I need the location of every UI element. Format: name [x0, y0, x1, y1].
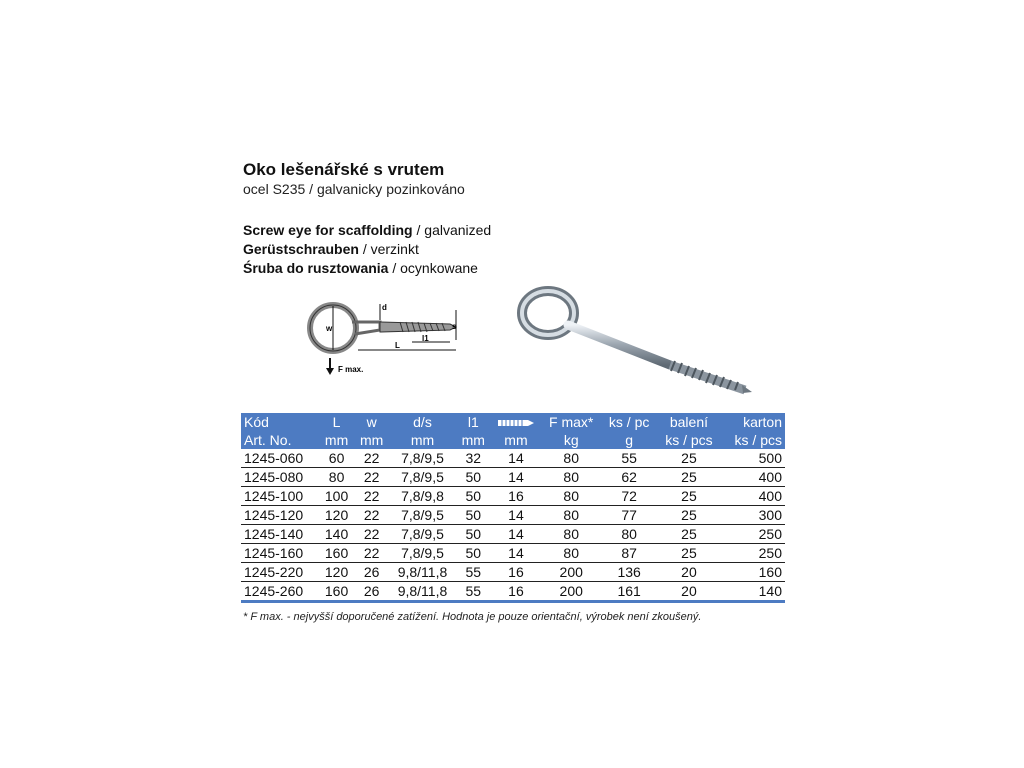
table-row: [241, 525, 785, 544]
table-row: [241, 468, 785, 487]
table-cell: 50: [456, 487, 491, 506]
table-cell: 80: [319, 468, 354, 487]
table-cell: 300: [721, 506, 785, 525]
screw-icon: [498, 418, 534, 428]
table-cell: 50: [456, 544, 491, 563]
table-cell: 80: [541, 544, 601, 563]
table-cell: 7,8/9,5: [389, 449, 456, 468]
table-cell: 80: [541, 525, 601, 544]
table-cell: 80: [541, 449, 601, 468]
table-cell: 7,8/9,5: [389, 544, 456, 563]
table-cell: 80: [541, 487, 601, 506]
spec-table: [241, 413, 785, 603]
table-cell: 25: [657, 506, 721, 525]
table-cell: 50: [456, 506, 491, 525]
label-w: w: [326, 324, 333, 333]
table-cell: 161: [601, 582, 657, 602]
table-cell: 25: [657, 525, 721, 544]
table-row: [241, 449, 785, 468]
table-row: [241, 487, 785, 506]
unit-width: mm: [360, 432, 384, 448]
table-cell: 250: [721, 525, 785, 544]
table-cell: 80: [601, 525, 657, 544]
unit-screw: mm: [504, 432, 528, 448]
table-cell: 1245-160: [241, 544, 319, 563]
table-cell: 25: [657, 487, 721, 506]
table-cell: 25: [657, 544, 721, 563]
table-cell: 87: [601, 544, 657, 563]
unit-fmax: kg: [563, 432, 579, 448]
table-cell: 26: [354, 563, 389, 582]
table-header-row: [241, 413, 785, 431]
table-row: [241, 582, 785, 602]
table-cell: 160: [319, 544, 354, 563]
table-cell: 140: [319, 525, 354, 544]
table-cell: 200: [541, 582, 601, 602]
footnote: * F max. - nejvyšší doporučené zatížení. Hodnota je pouze orientační, výrobek není zkoušený.: [243, 611, 702, 623]
table-cell: 22: [354, 525, 389, 544]
unit-pack: ks / pcs: [665, 432, 713, 448]
table-cell: 200: [541, 563, 601, 582]
table-cell: 9,8/11,8: [389, 582, 456, 602]
table-cell: 400: [721, 487, 785, 506]
table-cell: 120: [319, 563, 354, 582]
table-cell: 160: [721, 563, 785, 582]
table-cell: 77: [601, 506, 657, 525]
table-cell: 50: [456, 525, 491, 544]
table-cell: 7,8/9,5: [389, 525, 456, 544]
label-l1: l1: [422, 334, 429, 343]
table-cell: 62: [601, 468, 657, 487]
table-cell: 32: [456, 449, 491, 468]
col-header-pack: balení: [669, 414, 709, 430]
product-photo: [510, 285, 760, 400]
label-s: s: [452, 322, 457, 331]
table-cell: 26: [354, 582, 389, 602]
table-cell: 136: [601, 563, 657, 582]
product-subtitle: ocel S235 / galvanicky pozinkováno: [243, 181, 465, 197]
table-cell: 25: [657, 468, 721, 487]
table-cell: 16: [491, 563, 541, 582]
table-cell: 14: [491, 544, 541, 563]
table-header-units-row: [241, 431, 785, 449]
table-cell: 80: [541, 468, 601, 487]
col-header-ds: d/s: [413, 414, 432, 430]
table-cell: 100: [319, 487, 354, 506]
table-cell: 50: [456, 468, 491, 487]
unit-weight: g: [625, 432, 634, 448]
col-header-carton: karton: [743, 414, 782, 430]
label-fmax: F max.: [338, 365, 364, 374]
table-cell: 20: [657, 582, 721, 602]
table-cell: 500: [721, 449, 785, 468]
table-cell: 120: [319, 506, 354, 525]
col-header-l1: l1: [467, 414, 479, 430]
table-cell: 1245-060: [241, 449, 319, 468]
table-cell: 1245-140: [241, 525, 319, 544]
col-header-code: Kód: [244, 414, 269, 430]
col-header-weight: ks / pc: [608, 414, 650, 430]
unit-carton: ks / pcs: [734, 432, 782, 448]
table-cell: 140: [721, 582, 785, 602]
table-cell: 1245-100: [241, 487, 319, 506]
table-cell: 1245-120: [241, 506, 319, 525]
table-cell: 250: [721, 544, 785, 563]
unit-l1: mm: [461, 432, 485, 448]
label-d: d: [382, 303, 387, 312]
col-header-length: L: [332, 414, 341, 430]
table-row: [241, 544, 785, 563]
translation-pl: Śruba do rusztowania / ocynkowane: [243, 260, 478, 276]
table-cell: 7,8/9,5: [389, 468, 456, 487]
table-cell: 22: [354, 468, 389, 487]
unit-code: Art. No.: [244, 432, 292, 448]
table-cell: 14: [491, 449, 541, 468]
table-cell: 20: [657, 563, 721, 582]
table-cell: 1245-080: [241, 468, 319, 487]
translations: [243, 221, 491, 278]
table-cell: 22: [354, 449, 389, 468]
unit-length: mm: [324, 432, 349, 448]
col-header-fmax: F max*: [549, 414, 594, 430]
table-cell: 1245-260: [241, 582, 319, 602]
table-cell: 80: [541, 506, 601, 525]
table-cell: 14: [491, 525, 541, 544]
table-cell: 60: [319, 449, 354, 468]
product-title: Oko lešenářské s vrutem: [243, 160, 445, 179]
table-cell: 14: [491, 468, 541, 487]
technical-diagram: [300, 300, 475, 380]
translation-en: Screw eye for scaffolding / galvanized: [243, 222, 492, 238]
table-cell: 1245-220: [241, 563, 319, 582]
label-L: L: [395, 341, 400, 350]
table-cell: 16: [491, 582, 541, 602]
table-cell: 55: [456, 582, 491, 602]
table-row: [241, 506, 785, 525]
table-cell: 7,8/9,8: [389, 487, 456, 506]
table-cell: 55: [601, 449, 657, 468]
unit-ds: mm: [410, 432, 435, 448]
col-header-width: w: [366, 414, 377, 430]
table-cell: 22: [354, 487, 389, 506]
table-cell: 14: [491, 506, 541, 525]
table-row: [241, 563, 785, 582]
table-cell: 160: [319, 582, 354, 602]
col-header-screw: [491, 413, 541, 431]
table-cell: 400: [721, 468, 785, 487]
translation-de: Gerüstschrauben / verzinkt: [243, 241, 419, 257]
table-cell: 7,8/9,5: [389, 506, 456, 525]
table-cell: 22: [354, 544, 389, 563]
table-cell: 55: [456, 563, 491, 582]
table-cell: 16: [491, 487, 541, 506]
table-cell: 9,8/11,8: [389, 563, 456, 582]
table-cell: 25: [657, 449, 721, 468]
table-cell: 72: [601, 487, 657, 506]
table-cell: 22: [354, 506, 389, 525]
